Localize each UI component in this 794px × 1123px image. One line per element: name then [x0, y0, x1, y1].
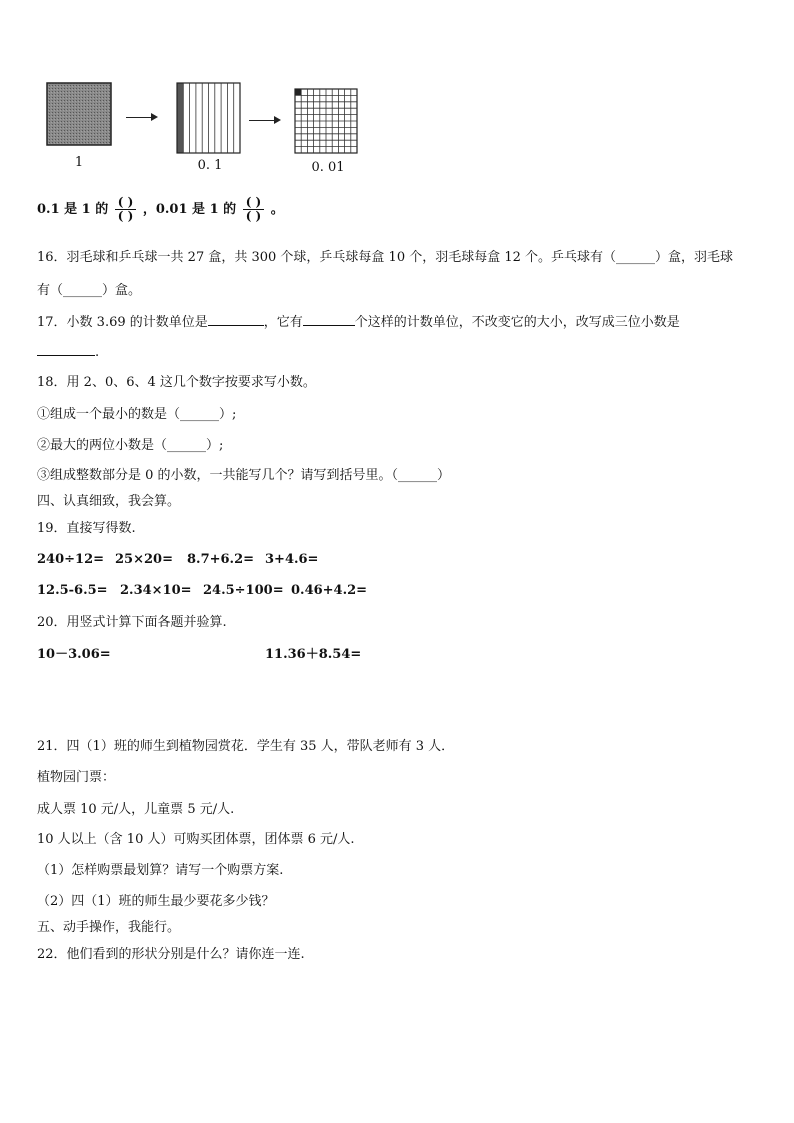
q21-sub-question-2: （2）四（1）班的师生最少要花多少钱？ [37, 894, 275, 909]
label-one: 1 [74, 155, 84, 170]
q17-line-2 [37, 343, 99, 361]
q16-line-2: 有（______）盒。 [37, 283, 142, 298]
fraction-denominator: ( ) [245, 209, 262, 223]
section-4-heading: 四、认真细致，我会算。 [37, 494, 181, 509]
q19-title: 19．直接写得数. [37, 521, 136, 536]
fraction-numerator: ( ) [115, 196, 137, 210]
q18-title: 18．用 2、0、6、4 这几个数字按要求写小数。 [37, 375, 316, 390]
hundredths-grid [294, 88, 358, 156]
q19-row-2-col-2: 2.34×10= [120, 583, 192, 598]
answer-blank[interactable] [37, 343, 95, 356]
q22-title: 22．他们看到的形状分别是什么？请你连一连. [37, 947, 305, 962]
q19-row-2-col-3: 24.5÷100= [203, 583, 284, 598]
shaded-tenth-strip [177, 83, 183, 153]
q16-line-1: 16．羽毛球和乒乓球一共 27 盒，共 300 个球，乒乓球每盒 10 个，羽毛球每盒 12 个。乒乓球有（______）盒，羽毛球 [37, 250, 734, 265]
q21-sub-question-1: （1）怎样购票最划算？请写一个购票方案. [37, 863, 284, 878]
answer-blank[interactable] [303, 313, 355, 326]
q15-line [37, 196, 284, 224]
q21-ticket-line-2: 10 人以上（含 10 人）可购买团体票，团体票 6 元/人. [37, 832, 355, 847]
section-5-heading: 五、动手操作，我能行。 [37, 920, 181, 935]
q15-text-1: 0.1 是 1 的 [37, 202, 109, 217]
q20-expression-2: 11.36＋8.54= [265, 647, 362, 662]
q17-end: . [95, 345, 100, 360]
q17-text-2: ，它有 [263, 315, 303, 330]
label-tenth: 0. 1 [197, 158, 223, 173]
arrow-right-icon [126, 117, 156, 118]
q19-row-2-col-4: 0.46+4.2= [291, 583, 368, 598]
q19-row-2-col-1: 12.5-6.5= [37, 583, 108, 598]
label-hundredth: 0. 01 [311, 160, 345, 175]
q21-ticket-line-1: 成人票 10 元/人，儿童票 5 元/人. [37, 802, 235, 817]
q17-text-3: 个这样的计数单位，不改变它的大小，改写成三位小数是 [354, 315, 680, 330]
q20-expression-1: 10－3.06= [37, 647, 111, 662]
q19-row-1-col-1: 240÷12= [37, 552, 105, 567]
whole-square-shaded [46, 82, 112, 146]
q19-row-1-col-3: 8.7+6.2= [187, 552, 255, 567]
q17-line-1 [37, 313, 680, 331]
fraction-denominator: ( ) [117, 209, 134, 223]
q17-text-1: 17．小数 3.69 的计数单位是 [37, 315, 208, 330]
q19-row-1-col-2: 25×20= [115, 552, 173, 567]
q19-row-1-col-4: 3+4.6= [265, 552, 319, 567]
q18-item-3: ③组成整数部分是 0 的小数，一共能写几个？请写到括号里。（______） [37, 468, 451, 483]
q18-item-1: ①组成一个最小的数是（______）; [37, 407, 237, 422]
tenths-grid [176, 82, 242, 154]
answer-blank[interactable] [208, 313, 264, 326]
shaded-hundredth-cell [295, 89, 301, 95]
fraction-blank[interactable] [115, 196, 137, 223]
fraction-numerator: ( ) [243, 196, 265, 210]
q15-end: 。 [270, 202, 284, 217]
q15-text-2: ，0.01 是 1 的 [142, 202, 237, 217]
fraction-blank[interactable] [243, 196, 265, 223]
q18-item-2: ②最大的两位小数是（______）; [37, 438, 224, 453]
q21-ticket-title: 植物园门票： [37, 770, 116, 785]
arrow-right-icon [249, 120, 279, 121]
q20-title: 20．用竖式计算下面各题并验算. [37, 615, 227, 630]
q21-title: 21．四（1）班的师生到植物园赏花．学生有 35 人，带队老师有 3 人． [37, 739, 455, 754]
